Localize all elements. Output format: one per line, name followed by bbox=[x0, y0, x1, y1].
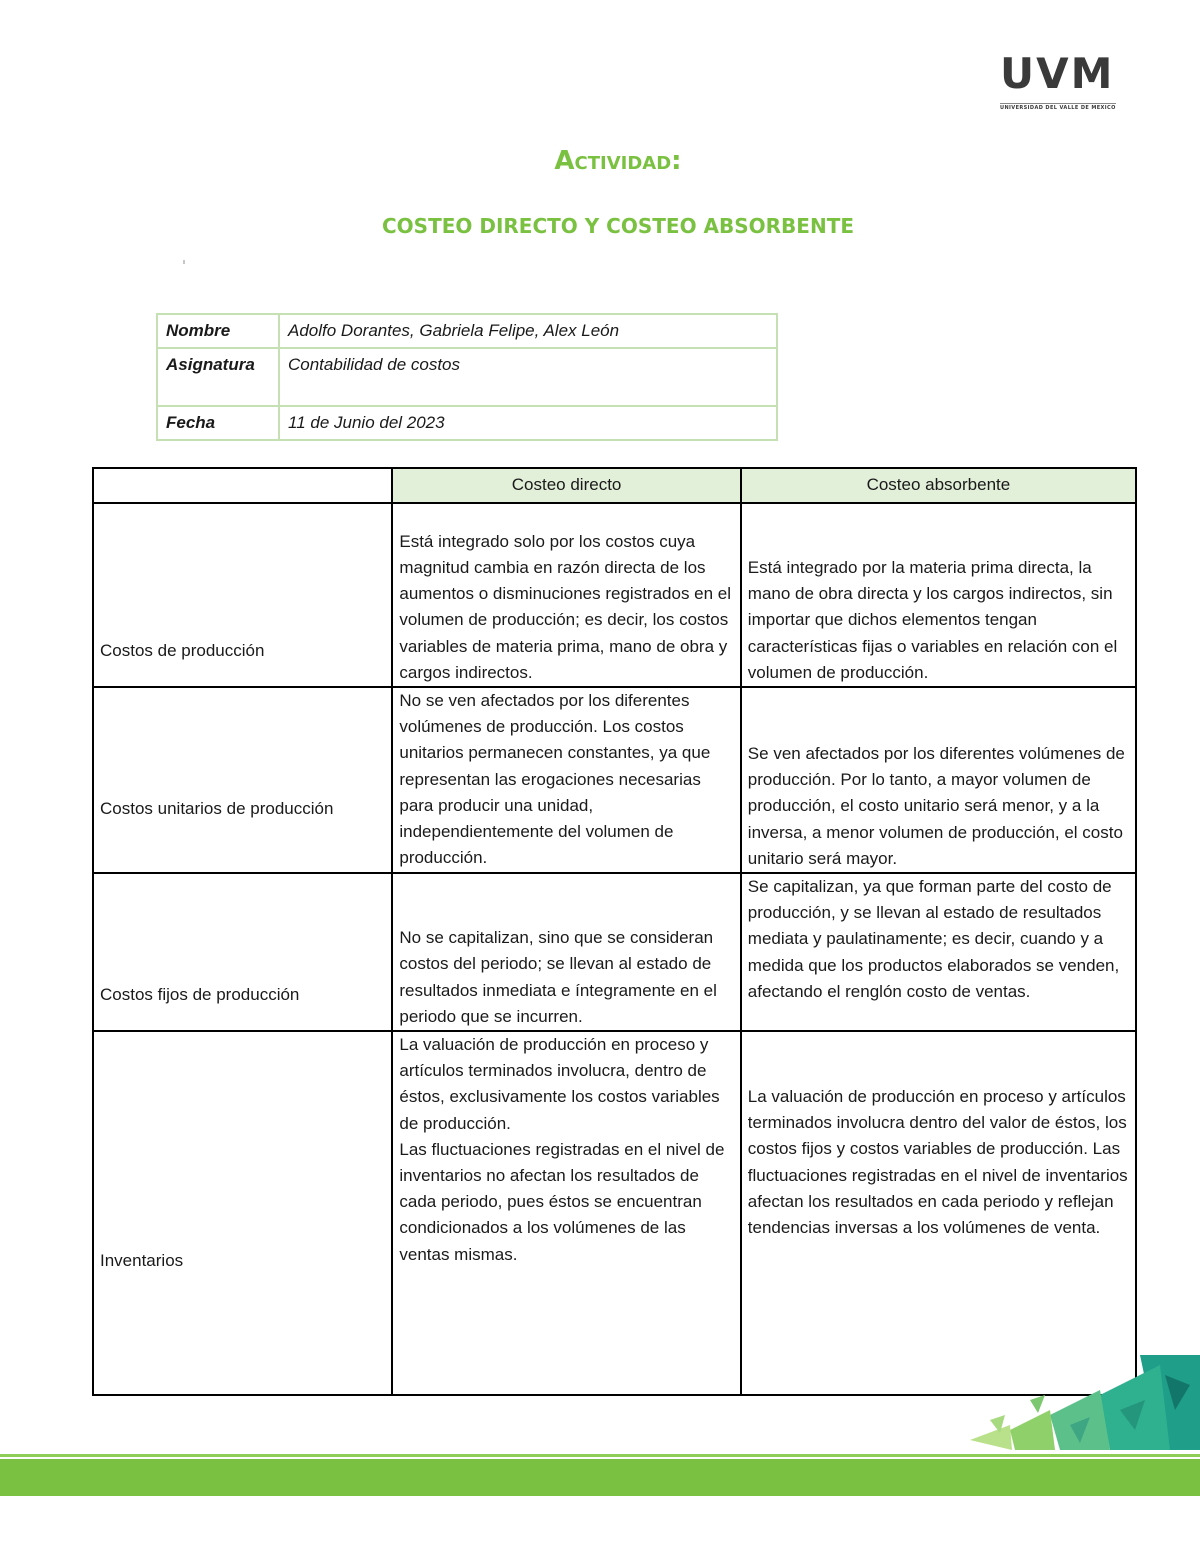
absorbente-cell: Se ven afectados por los diferentes volúmenes de producción. Por lo tanto, a mayor volumen de producción, el costo unitario será menor, y a la inversa, a menor volumen de producción, el costo unitario será mayor. bbox=[741, 687, 1136, 873]
directo-cell: Está integrado solo por los costos cuya magnitud cambia en razón directa de los aumentos o disminuciones registrados en el volumen de producción; es decir, los costos variables de materia prima, mano de obra y cargos indirectos. bbox=[392, 503, 740, 687]
absorbente-cell: La valuación de producción en proceso y artículos terminados involucra dentro del valor de éstos, los costos fijos y costos variables de producción. Las fluctuaciones registradas en el nivel de inventarios afectan los resultados en cada periodo y reflejan tendencias inversas a los volúmenes de venta. bbox=[741, 1031, 1136, 1395]
info-label: Asignatura bbox=[157, 348, 279, 406]
header-costeo-directo: Costeo directo bbox=[392, 468, 740, 503]
uvm-logo bbox=[1000, 49, 1122, 114]
info-value: Contabilidad de costos bbox=[279, 348, 777, 406]
row-label: Costos fijos de producción bbox=[93, 873, 392, 1031]
info-row-nombre bbox=[157, 314, 777, 348]
directo-cell: No se ven afectados por los diferentes volúmenes de producción. Los costos unitarios permanecen constantes, ya que representan las erogaciones necesarias para producir una unidad, independientemente del volumen de producción. bbox=[392, 687, 740, 873]
logo-wordmark: UVM bbox=[1000, 49, 1115, 98]
activity-subtitle: COSTEO DIRECTO Y COSTEO ABSORBENTE bbox=[381, 214, 855, 238]
absorbente-cell: Está integrado por la materia prima directa, la mano de obra directa y los cargos indirectos, sin importar que dichos elementos tengan características fijas o variables en relación con el volumen de producción. bbox=[741, 503, 1136, 687]
header-costeo-absorbente: Costeo absorbente bbox=[741, 468, 1136, 503]
info-row-fecha bbox=[157, 406, 777, 440]
comparison-header-row bbox=[93, 468, 1136, 503]
footer-line bbox=[0, 1454, 1200, 1457]
row-label: Costos unitarios de producción bbox=[93, 687, 392, 873]
info-value: 11 de Junio del 2023 bbox=[279, 406, 777, 440]
decorative-triangles bbox=[930, 1355, 1200, 1455]
directo-paragraph: Las fluctuaciones registradas en el nivel de inventarios no afectan los resultados de cada periodo, pues éstos se encuentran condicionados a los volúmenes de las ventas mismas. bbox=[399, 1139, 725, 1264]
directo-paragraph: La valuación de producción en proceso y artículos terminados involucra, dentro de éstos, exclusivamente los costos variables de producción. bbox=[399, 1035, 720, 1133]
table-row bbox=[93, 1031, 1136, 1395]
directo-cell bbox=[392, 1031, 740, 1395]
footer-bar bbox=[0, 1459, 1200, 1496]
table-row bbox=[93, 503, 1136, 687]
absorbente-cell: Se capitalizan, ya que forman parte del costo de producción, y se llevan al estado de resultados mediata y paulatinamente; es decir, cuando y a medida que los productos elaborados se venden, afectando el renglón costo de ventas. bbox=[741, 873, 1136, 1031]
info-label: Fecha bbox=[157, 406, 279, 440]
logo-subtitle: UNIVERSIDAD DEL VALLE DE MEXICO bbox=[1000, 105, 1116, 111]
table-row bbox=[93, 873, 1136, 1031]
student-info-table bbox=[156, 313, 778, 441]
header-empty bbox=[93, 468, 392, 503]
info-row-asignatura bbox=[157, 348, 777, 406]
activity-title: Actividad: bbox=[554, 146, 682, 176]
row-label: Costos de producción bbox=[93, 503, 392, 687]
directo-cell: No se capitalizan, sino que se consideran costos del periodo; se llevan al estado de resultados inmediata e íntegramente en el periodo que se incurren. bbox=[392, 873, 740, 1031]
table-row bbox=[93, 687, 1136, 873]
info-label: Nombre bbox=[157, 314, 279, 348]
row-label: Inventarios bbox=[93, 1031, 392, 1395]
info-value: Adolfo Dorantes, Gabriela Felipe, Alex León bbox=[279, 314, 777, 348]
small-mark bbox=[183, 260, 185, 264]
comparison-table bbox=[92, 467, 1137, 1396]
